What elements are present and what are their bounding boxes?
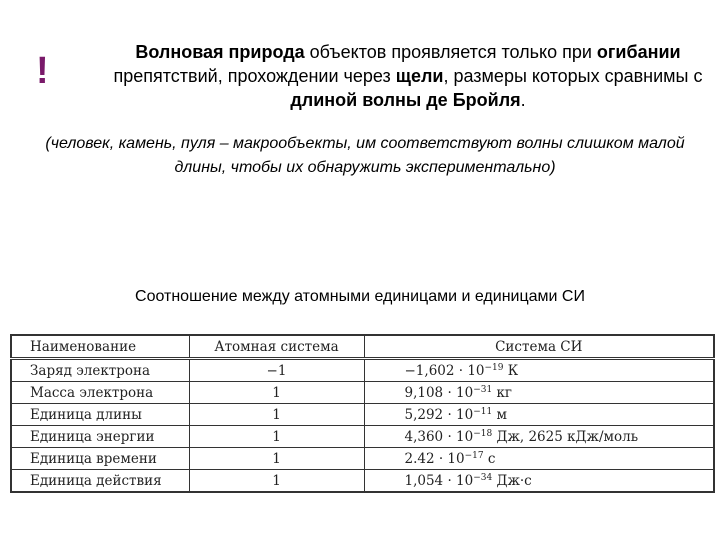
wave-nature-statement	[108, 40, 708, 112]
header-name: Наименование	[11, 335, 189, 359]
row-atomic: 1	[189, 382, 364, 404]
statement-text-1: объектов проявляется только при	[304, 42, 597, 62]
table-heading: Соотношение между атомными единицами и единицами СИ	[135, 288, 585, 305]
si-mantissa: −1,602 · 10	[404, 362, 485, 379]
row-name: Заряд электрона	[11, 359, 189, 382]
si-exponent: −18	[473, 428, 493, 439]
table-header-row	[11, 335, 714, 359]
table-row	[11, 382, 714, 404]
si-mantissa: 5,292 · 10	[404, 406, 474, 423]
row-name: Единица длины	[11, 404, 189, 426]
si-unit: с	[483, 450, 496, 467]
si-mantissa: 2.42 · 10	[404, 450, 465, 467]
row-atomic: 1	[189, 404, 364, 426]
exclamation-mark: !	[36, 50, 49, 92]
statement-bold-1: Волновая природа	[135, 42, 305, 62]
units-table	[10, 334, 715, 493]
row-si	[364, 470, 714, 493]
row-si	[364, 359, 714, 382]
header-atomic: Атомная система	[189, 335, 364, 359]
statement-text-2: препятствий, прохождении через	[113, 66, 396, 86]
si-exponent: −31	[473, 384, 493, 395]
table-row	[11, 426, 714, 448]
si-unit: К	[503, 362, 519, 379]
row-name: Единица действия	[11, 470, 189, 493]
si-unit: Дж·с	[492, 472, 532, 489]
row-atomic: −1	[189, 359, 364, 382]
row-name: Единица энергии	[11, 426, 189, 448]
si-exponent: −11	[473, 406, 493, 417]
si-exponent: −34	[473, 472, 493, 483]
statement-text-3: , размеры которых сравнимы с	[443, 66, 703, 86]
table-row	[11, 448, 714, 470]
row-si	[364, 426, 714, 448]
si-exponent: −19	[484, 362, 504, 373]
row-name: Масса электрона	[11, 382, 189, 404]
table-row	[11, 359, 714, 382]
row-atomic: 1	[189, 470, 364, 493]
statement-bold-3: щели	[395, 66, 444, 86]
row-name: Единица времени	[11, 448, 189, 470]
si-mantissa: 4,360 · 10	[404, 428, 474, 445]
si-mantissa: 1,054 · 10	[404, 472, 474, 489]
row-si	[364, 448, 714, 470]
row-si	[364, 382, 714, 404]
si-unit: кг	[492, 384, 513, 401]
header-si: Система СИ	[364, 335, 714, 359]
table-row	[11, 470, 714, 493]
si-unit: Дж, 2625 кДж/моль	[492, 428, 639, 445]
statement-text-4: .	[520, 90, 526, 110]
si-unit: м	[492, 406, 507, 423]
row-atomic: 1	[189, 448, 364, 470]
row-atomic: 1	[189, 426, 364, 448]
statement-bold-4: длиной волны де Бройля	[290, 90, 521, 110]
macro-objects-note: (человек, камень, пуля – макрообъекты, им соответствуют волны слишком малой длины, чтобы их обнаружить экспериментально)	[45, 135, 685, 176]
row-si	[364, 404, 714, 426]
si-exponent: −17	[464, 450, 484, 461]
si-mantissa: 9,108 · 10	[404, 384, 474, 401]
table-row	[11, 404, 714, 426]
statement-bold-2: огибании	[596, 42, 681, 62]
